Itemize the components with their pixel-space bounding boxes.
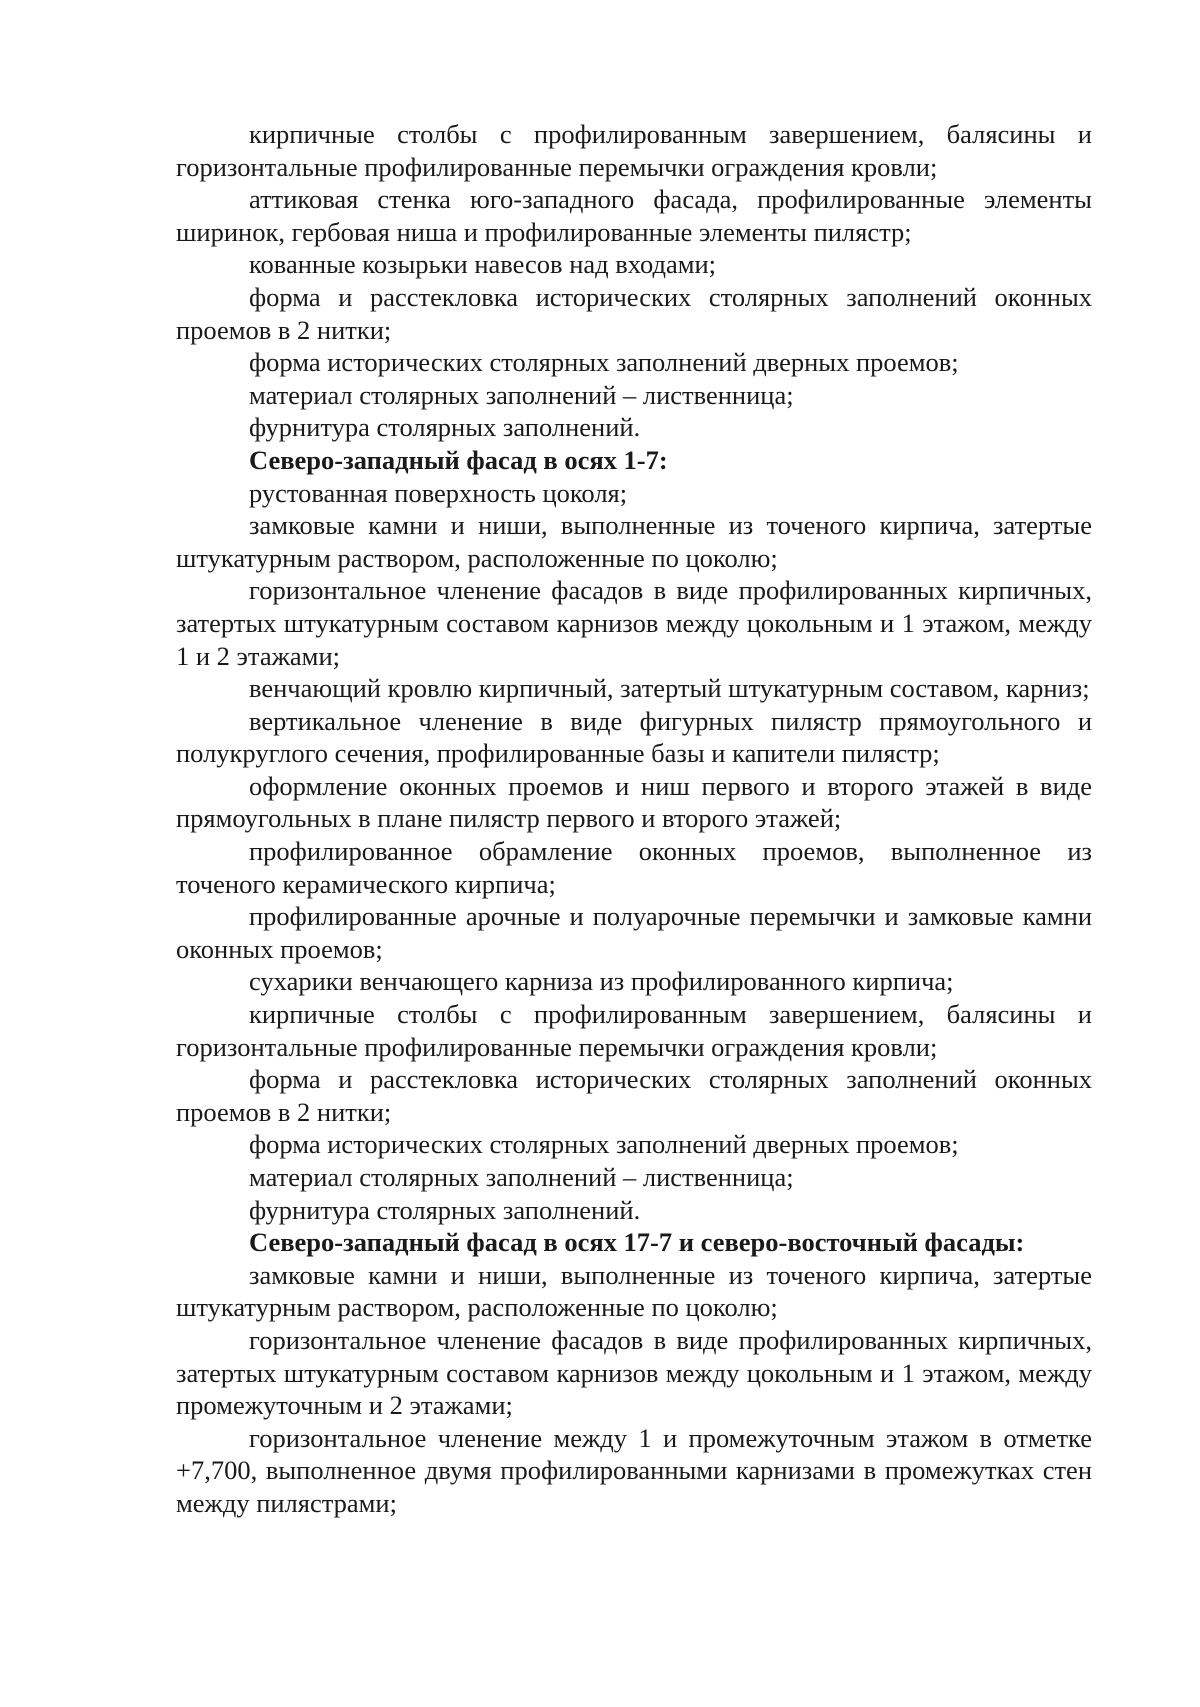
paragraph: форма исторических столярных заполнений дверных проемов; bbox=[249, 1129, 959, 1160]
paragraph: материал столярных заполнений – лиственница; bbox=[249, 379, 794, 410]
paragraph: венчающий кровлю кирпичный, затертый штукатурным составом, карниз; bbox=[249, 673, 1090, 704]
document-page bbox=[176, 118, 1092, 1520]
paragraph: фурнитура столярных заполнений. bbox=[249, 1194, 641, 1225]
section-heading: Северо-западный фасад в осях 17-7 и северо-восточный фасады: bbox=[249, 1227, 1025, 1258]
paragraph: оформление оконных проемов и ниш первого и второго этажей в виде прямоугольных в плане пилястр первого и второго этажей; bbox=[176, 770, 1092, 834]
paragraph: горизонтальное членение фасадов в виде профилированных кирпичных, затертых штукатурным составом карнизов между цокольным и 1 этажом, между промежуточным и 2 этажами; bbox=[176, 1324, 1092, 1421]
paragraph: профилированное обрамление оконных проемов, выполненное из точеного керамического кирпича; bbox=[176, 836, 1092, 899]
paragraph: форма исторических столярных заполнений дверных проемов; bbox=[249, 347, 959, 378]
paragraph: форма и расстекловка исторических столярных заполнений оконных проемов в 2 нитки; bbox=[176, 1064, 1092, 1127]
paragraph: материал столярных заполнений – лиственница; bbox=[249, 1162, 794, 1192]
paragraph: аттиковая стенка юго-западного фасада, профилированные элементы ширинок, гербовая ниша и профилированные элементы пилястр; bbox=[176, 184, 1092, 247]
paragraph: профилированные арочные и полуарочные перемычки и замковые камни оконных проемов; bbox=[176, 901, 1092, 964]
paragraph: горизонтальное членение между 1 и промежуточным этажом в отметке +7,700, выполненное двумя профилированными карнизами в промежутках стен между пилястрами; bbox=[176, 1422, 1092, 1518]
paragraph: вертикальное членение в виде фигурных пилястр прямоугольного и полукруглого сечения, профилированные базы и капители пилястр; bbox=[176, 705, 1092, 769]
paragraph: кованные козырьки навесов над входами; bbox=[249, 249, 717, 280]
section-heading: Северо-западный фасад в осях 1-7: bbox=[249, 444, 668, 475]
paragraph: сухарики венчающего карниза из профилированного кирпича; bbox=[249, 966, 954, 997]
paragraph: фурнитура столярных заполнений. bbox=[249, 412, 641, 443]
paragraph: кирпичные столбы с профилированным завершением, балясины и горизонтальные профилированные перемычки ограждения кровли; bbox=[176, 119, 1092, 182]
paragraph: рустованная поверхность цоколя; bbox=[249, 477, 628, 508]
paragraph: замковые камни и ниши, выполненные из точеного кирпича, затертые штукатурным раствором, расположенные по цоколю; bbox=[176, 1259, 1092, 1323]
paragraph: замковые камни и ниши, выполненные из точеного кирпича, затертые штукатурным раствором, расположенные по цоколю; bbox=[176, 510, 1092, 573]
paragraph: кирпичные столбы с профилированным завершением, балясины и горизонтальные профилированные перемычки ограждения кровли; bbox=[176, 999, 1092, 1062]
paragraph: горизонтальное членение фасадов в виде профилированных кирпичных, затертых штукатурным составом карнизов между цокольным и 1 этажом, между 1 и 2 этажами; bbox=[176, 575, 1092, 671]
paragraph: форма и расстекловка исторических столярных заполнений оконных проемов в 2 нитки; bbox=[176, 281, 1092, 345]
